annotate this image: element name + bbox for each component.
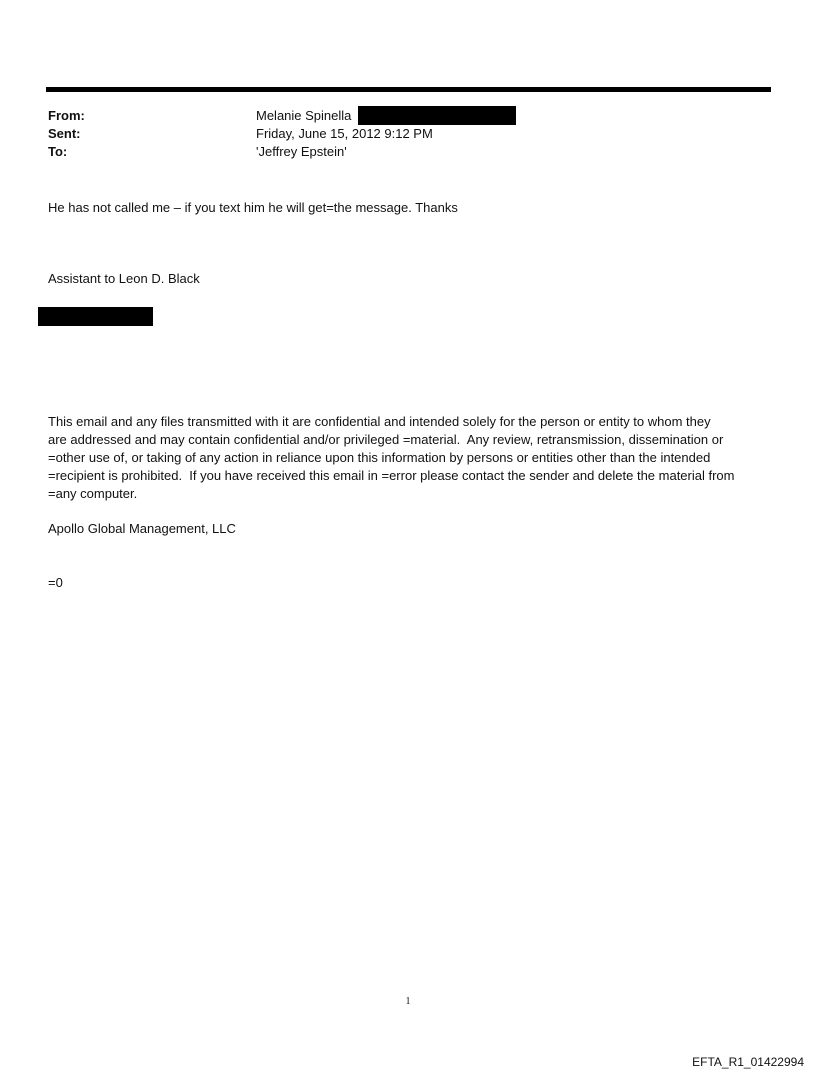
from-label: From: [48, 108, 85, 123]
signature-title: Assistant to Leon D. Black [48, 271, 200, 286]
page-number: 1 [405, 996, 411, 1007]
bates-number: EFTA_R1_01422994 [692, 1055, 804, 1069]
to-label: To: [48, 144, 68, 159]
confidentiality-disclaimer [48, 413, 778, 503]
redaction-box [38, 307, 153, 326]
company-name: Apollo Global Management, LLC [48, 521, 236, 536]
sent-value: Friday, June 15, 2012 9:12 PM [256, 126, 433, 141]
disclaimer-line: =other use of, or taking of any action in reliance upon this information by persons or entities other than the intended [48, 450, 711, 465]
disclaimer-line: =recipient is prohibited. If you have received this email in =error please contact the sender and delete the material from [48, 468, 735, 483]
message-body: He has not called me – if you text him he will get=the message. Thanks [48, 200, 458, 215]
trailing-code: =0 [48, 575, 63, 590]
header-divider [46, 87, 771, 92]
from-value: Melanie Spinella [256, 108, 352, 123]
sent-label: Sent: [48, 126, 81, 141]
disclaimer-line: =any computer. [48, 486, 138, 501]
to-value: 'Jeffrey Epstein' [256, 144, 347, 159]
disclaimer-line: This email and any files transmitted with it are confidential and intended solely for the person or entity to whom they [48, 414, 711, 429]
redaction-box [358, 106, 516, 125]
disclaimer-line: are addressed and may contain confidential and/or privileged =material. Any review, retransmission, dissemination or [48, 432, 724, 447]
